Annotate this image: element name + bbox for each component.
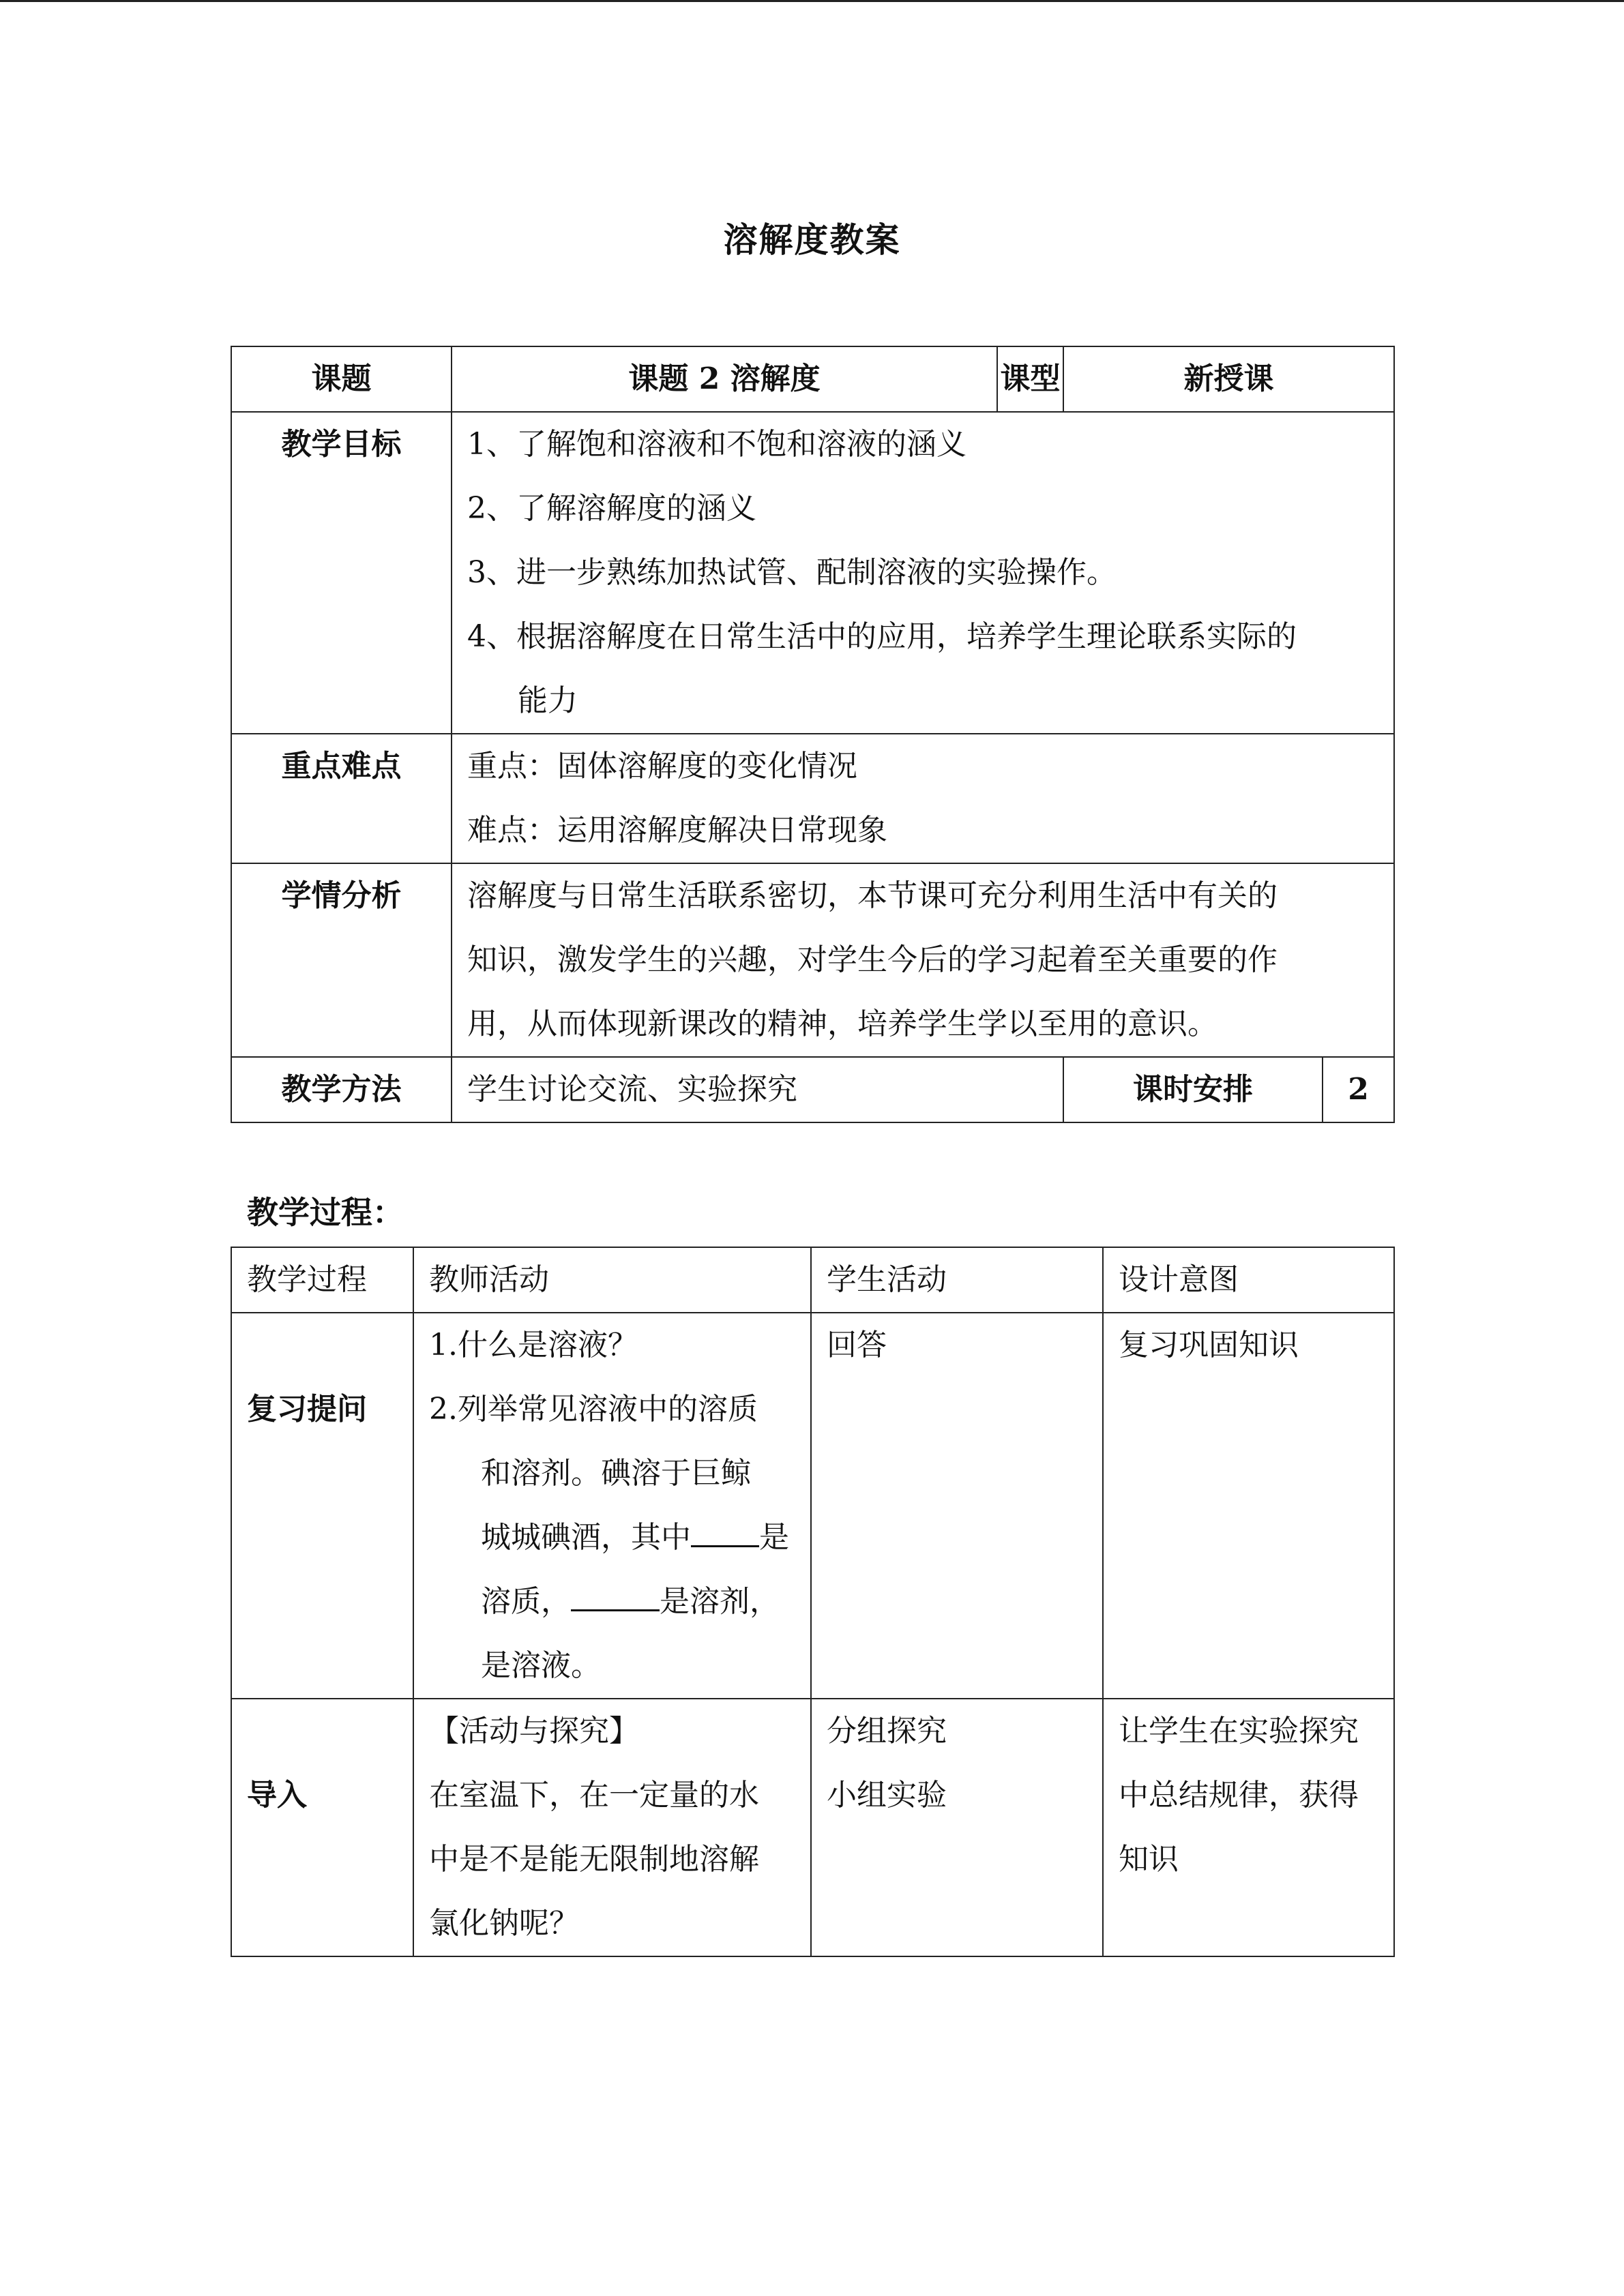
intent-line: 知识 bbox=[1119, 1842, 1179, 1877]
process-section-title: 教学过程： bbox=[247, 1194, 404, 1231]
hours-value: 2 bbox=[1323, 1057, 1394, 1122]
header-stage: 教学过程 bbox=[231, 1247, 413, 1313]
analysis-label: 学情分析 bbox=[231, 863, 452, 1057]
table-row bbox=[231, 1699, 1394, 1956]
student-line: 小组实验 bbox=[827, 1778, 947, 1813]
stage-label: 复习提问 bbox=[247, 1392, 367, 1427]
goal-item: 3、进一步熟练加热试管、配制溶液的实验操作。 bbox=[467, 555, 1117, 590]
teaching-process-table bbox=[231, 1247, 1395, 1957]
analysis-line: 知识，激发学生的兴趣，对学生今后的学习起着至关重要的作 bbox=[467, 942, 1278, 977]
goal-item: 1、了解饱和溶液和不饱和溶液的涵义 bbox=[467, 427, 966, 462]
header-teacher: 教师活动 bbox=[413, 1247, 811, 1313]
teacher-text: 溶质， bbox=[481, 1584, 571, 1619]
header-student: 学生活动 bbox=[811, 1247, 1103, 1313]
focus-cell bbox=[452, 734, 1394, 863]
page-title: 溶解度教案 bbox=[723, 220, 901, 260]
stage-intro bbox=[231, 1699, 413, 1956]
teacher-line: 【活动与探究】 bbox=[429, 1714, 639, 1748]
teacher-activity bbox=[413, 1313, 811, 1699]
hours-label: 课时安排 bbox=[1063, 1057, 1323, 1122]
type-value: 新授课 bbox=[1063, 346, 1394, 412]
teacher-text: 是溶剂， bbox=[660, 1584, 780, 1619]
goal-item: 4、根据溶解度在日常生活中的应用，培养学生理论联系实际的 bbox=[467, 619, 1297, 654]
teacher-line bbox=[429, 1570, 810, 1634]
teacher-line: 在室温下，在一定量的水 bbox=[429, 1778, 759, 1813]
teacher-line: 和溶剂。碘溶于巨鲸 bbox=[481, 1456, 751, 1491]
student-activity bbox=[811, 1699, 1103, 1956]
teacher-line: 氯化钠呢？ bbox=[429, 1906, 579, 1941]
teacher-line: 中是不是能无限制地溶解 bbox=[429, 1842, 759, 1877]
focus-key-point: 重点：固体溶解度的变化情况 bbox=[467, 749, 857, 784]
teacher-activity bbox=[413, 1699, 811, 1956]
teacher-text: 城城碘酒，其中 bbox=[481, 1520, 691, 1555]
stage-label: 导入 bbox=[247, 1778, 307, 1813]
design-intent bbox=[1103, 1313, 1394, 1699]
topic-label: 课题 bbox=[231, 346, 452, 412]
method-value: 学生讨论交流、实验探究 bbox=[452, 1057, 1063, 1122]
teacher-line bbox=[429, 1506, 810, 1570]
teacher-line: 2.列举常见溶液中的溶质 bbox=[429, 1392, 758, 1427]
stage-review bbox=[231, 1313, 413, 1699]
fill-blank bbox=[571, 1582, 660, 1611]
student-line: 回答 bbox=[827, 1328, 887, 1362]
lesson-info-table bbox=[231, 346, 1395, 1123]
method-label: 教学方法 bbox=[231, 1057, 452, 1122]
header-intent: 设计意图 bbox=[1103, 1247, 1394, 1313]
table-row bbox=[231, 1313, 1394, 1699]
page-top-border bbox=[0, 0, 1624, 2]
focus-label: 重点难点 bbox=[231, 734, 452, 863]
analysis-line: 用，从而体现新课改的精神，培养学生学以至用的意识。 bbox=[467, 1007, 1217, 1041]
focus-difficulty: 难点：运用溶解度解决日常现象 bbox=[467, 813, 887, 848]
teacher-line: 是溶液。 bbox=[481, 1648, 601, 1683]
intent-line: 复习巩固知识 bbox=[1119, 1328, 1299, 1362]
goal-item: 2、了解溶解度的涵义 bbox=[467, 491, 756, 526]
intent-line: 中总结规律，获得 bbox=[1119, 1778, 1359, 1813]
type-label: 课型 bbox=[997, 346, 1063, 412]
goal-item-continuation: 能力 bbox=[518, 683, 578, 718]
analysis-cell bbox=[452, 863, 1394, 1057]
fill-blank bbox=[691, 1518, 759, 1547]
goals-cell bbox=[452, 412, 1394, 734]
teacher-text: 是 bbox=[759, 1520, 789, 1555]
teacher-line: 1.什么是溶液？ bbox=[429, 1328, 638, 1362]
design-intent bbox=[1103, 1699, 1394, 1956]
goals-label: 教学目标 bbox=[231, 412, 452, 734]
student-line: 分组探究 bbox=[827, 1714, 947, 1748]
student-activity bbox=[811, 1313, 1103, 1699]
analysis-line: 溶解度与日常生活联系密切，本节课可充分利用生活中有关的 bbox=[467, 878, 1278, 913]
intent-line: 让学生在实验探究 bbox=[1119, 1714, 1359, 1748]
topic-value: 课题 2 溶解度 bbox=[452, 346, 997, 412]
